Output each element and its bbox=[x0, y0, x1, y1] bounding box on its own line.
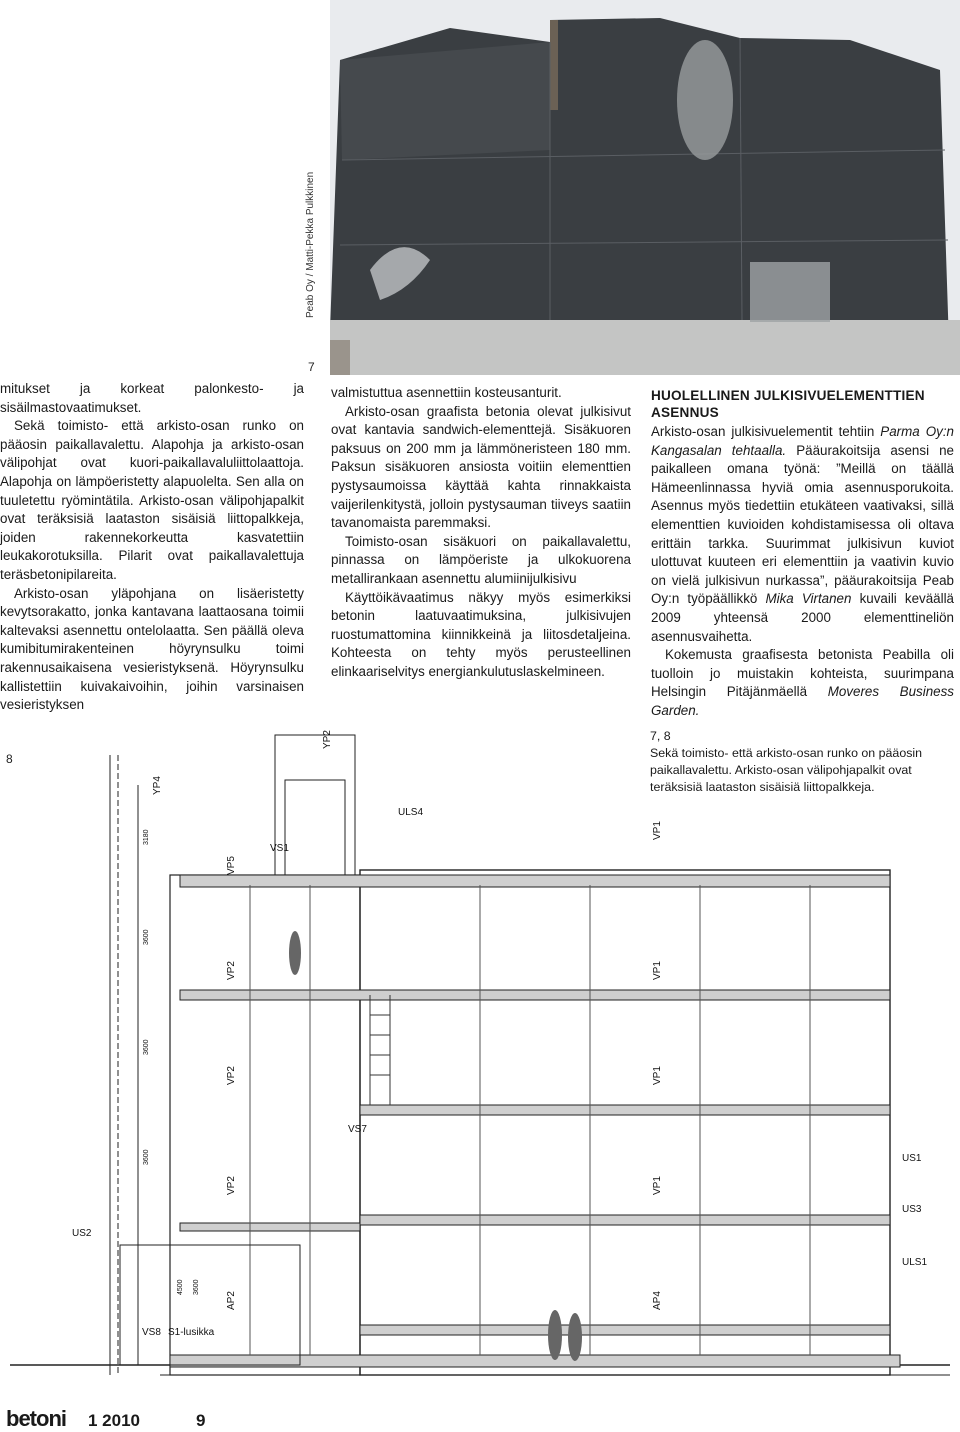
paragraph: Sekä toimisto- että arkisto-osan runko on pääosin paikallavalettu. Alapohja ja arkisto-osan välipohjat ovat kuori-paikallavaluliittolaattoja. Alapohja on lämpöeristetty alapuolelta. Sen alla on tuuletettu ryömintätila. Arkisto-osan välipohjapalkit ovat teräksisiä laataston sisäisiä liittopalkkeja, joiden rakennekorkeutta kasvatettiin leukakorotuksilla. Pilarit ovat paikallavalettuja teräsbetonipilareita. bbox=[0, 418, 304, 582]
dim-4: 3600 bbox=[143, 1149, 150, 1165]
dim-5: 4500 bbox=[177, 1279, 184, 1295]
section-heading: HUOLELLINEN JULKISIVUELEMENTTIEN ASENNUS bbox=[651, 388, 925, 420]
label-yp4: YP4 bbox=[152, 776, 163, 795]
label-vp2-c: VP2 bbox=[226, 1176, 237, 1195]
page-number: 9 bbox=[196, 1411, 206, 1430]
text-column-3 bbox=[651, 387, 954, 721]
building-facade-photo bbox=[330, 0, 960, 375]
label-us1: US1 bbox=[902, 1153, 922, 1164]
label-vp2-a: VP2 bbox=[226, 961, 237, 980]
paragraph: mitukset ja korkeat palonkesto- ja sisäilmastovaatimukset. bbox=[0, 381, 304, 415]
label-us3: US3 bbox=[902, 1204, 922, 1215]
caption-numbers: 7, 8 bbox=[650, 729, 671, 743]
dim-2: 3600 bbox=[143, 929, 150, 945]
text-column-1 bbox=[0, 380, 304, 715]
label-vp2-b: VP2 bbox=[226, 1066, 237, 1085]
label-vp1-b: VP1 bbox=[652, 961, 663, 980]
dim-1: 3180 bbox=[143, 829, 150, 845]
issue-number: 1 2010 bbox=[88, 1411, 140, 1430]
label-uls4: ULS4 bbox=[398, 807, 424, 818]
label-vs8: VS8 bbox=[142, 1327, 161, 1338]
label-us2: US2 bbox=[72, 1228, 92, 1239]
paragraph: Kokemusta graafisesta betonista Peabilla oli tuolloin jo muistakin kohteista, suurimpana Helsingin Pitäjänmäellä Moveres Business Garden. bbox=[651, 647, 954, 718]
caption-text: Sekä toimisto- että arkisto-osan runko on pääosin paikallavalettu. Arkisto-osan välipohjapalkit ovat teräksisiä laataston sisäisiä liittopalkkeja. bbox=[650, 746, 923, 794]
label-uls1: ULS1 bbox=[902, 1257, 928, 1268]
paragraph: Arkisto-osan yläpohjana on lisäeristetty kevytsorakatto, jonka kantavana laattaosana toimii kaltevaksi asennettu ontelolaatta. Sen päällä oleva kumibitumirakenteinen höyrynsulku toimi rakennusaikaisena vesieristyksenä. Höyrynsulku kallistettiin kuivakaivoihin, joihin varsinaisen vesieristyksen bbox=[0, 585, 304, 713]
label-vp1-a: VP1 bbox=[652, 821, 663, 840]
label-s1: S1-lusikka bbox=[168, 1327, 215, 1338]
paragraph: Käyttöikävaatimus näkyy myös esimerkiksi betonin laatuvaatimuksina, julkisivujen ruostumattomina kiinnikkeinä ja liitosdetaljeina. Kohteesta on tehty myös perusteellinen elinkaariselvitys energiankulutuslaskelmineen. bbox=[331, 589, 631, 679]
paragraph: Arkisto-osan julkisivuelementit tehtiin Parma Oy:n Kangasalan tehtaalla. Pääurakoitsija asensi ne paikalleen omana työnä: ”Meillä on täällä Hämeenlinnassa hyviä omia asennusporukoita. Asennus myös tiedettiin etukäteen vaativaksi, sillä elementtien kuvioiden kohdistamisessa oli oltava erittäin tarkka. Suurimmat julkisivun kuviot ulottuvat kuuteen eri elementtiin ja vaativin kuvio on vielä julkisivun nurkassa”, pääurakoitsija Peab Oy:n työpäällikkö Mika Virtanen kuvaili keväällä 2009 yhteensä 2000 elementtineliön asennusvaihetta. bbox=[651, 424, 955, 644]
building-section-drawing bbox=[0, 725, 960, 1405]
paragraph: Toimisto-osan sisäkuori on paikallavalettu, pinnassa on lämpöeriste ja ulkokuorena metallirankaan asennettu alumiinijulkisivu bbox=[331, 533, 631, 586]
drawing-figure-number: 8 bbox=[6, 752, 13, 766]
dim-6: 3600 bbox=[193, 1279, 200, 1295]
label-vp1-d: VP1 bbox=[652, 1176, 663, 1195]
label-ap2: AP2 bbox=[226, 1291, 237, 1310]
photo-credit: Peab Oy / Matti-Pekka Pulkkinen bbox=[305, 171, 316, 318]
text-column-2 bbox=[331, 384, 631, 682]
paragraph: valmistuttua asennettiin kosteusanturit. bbox=[331, 385, 562, 400]
label-vp1-c: VP1 bbox=[652, 1066, 663, 1085]
label-vp5: VP5 bbox=[226, 856, 237, 875]
paragraph: Arkisto-osan graafista betonia olevat julkisivut ovat kantavia sandwich-elementtejä. Sisäkuoren paksuus on 200 mm ja lämmöneristeen 180 mm. Paksun sisäkuoren ansiosta voitiin elementtien pystysaumoissa käyttää kahta rinnakkaista vaijerilenkitystä, jolloin pystysauman tiiveys saatiin tavanomaista paremmaksi. bbox=[331, 403, 631, 531]
label-yp2: YP2 bbox=[322, 730, 333, 749]
label-vs7: VS7 bbox=[348, 1124, 367, 1135]
photo-figure-number: 7 bbox=[308, 360, 315, 374]
label-vs1: VS1 bbox=[270, 843, 289, 854]
magazine-logo: betoni bbox=[6, 1406, 66, 1431]
dim-3: 3600 bbox=[143, 1039, 150, 1055]
label-ap4: AP4 bbox=[652, 1291, 663, 1310]
